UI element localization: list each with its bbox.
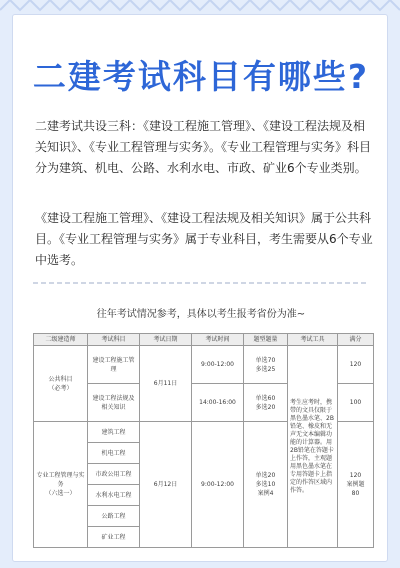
table-caption: 往年考试情况参考，具体以考生报考省份为准~ (96, 309, 306, 320)
professional-types-cell: 单选20 多选10 案例4 (244, 422, 288, 548)
header-date: 考试日期 (140, 334, 192, 346)
public-types-cell: 单选60 多选20 (244, 384, 288, 422)
professional-date-cell: 6月12日 (140, 422, 192, 548)
header-question-types: 题型题量 (244, 334, 288, 346)
subject-category-paragraph: 《建设工程施工管理》、《建设工程法规及相关知识》属于公共科目。《专业工程管理与实务》属于专业科目，考生需要从6个专业中选考。 (35, 211, 373, 267)
page-title: 二建考试科目有哪些? (32, 57, 370, 96)
professional-subject-cell: 水利水电工程 (88, 485, 140, 506)
intro-paragraph: 二建考试共设三科：《建设工程施工管理》、《建设工程法规及相关知识》、《专业工程管理与实务》。《专业工程管理与实务》科目分为建筑、机电、公路、水利水电、市政、矿业6个专业类别。 (35, 119, 372, 175)
professional-subject-cell: 建筑工程 (88, 422, 140, 443)
public-date-cell: 6月11日 (140, 346, 192, 422)
exam-schedule-table (33, 333, 374, 548)
header-subject: 考试科目 (88, 334, 140, 346)
public-score-cell: 100 (338, 384, 374, 422)
dashed-divider (33, 280, 369, 286)
content-card (12, 14, 388, 562)
public-subject-cell: 建设工程施工管理 (88, 346, 140, 384)
professional-subject-cell: 机电工程 (88, 443, 140, 464)
professional-score-cell: 120 案例题 80 (338, 422, 374, 548)
public-time-cell: 9:00-12:00 (192, 346, 244, 384)
header-time: 考试时间 (192, 334, 244, 346)
professional-group-cell: 专业工程管理与实务 （六选一） (34, 422, 88, 548)
public-score-cell: 120 (338, 346, 374, 384)
header-tools: 考试工具 (288, 334, 338, 346)
professional-time-cell: 9:00-12:00 (192, 422, 244, 548)
exam-tools-cell: 考生应考时，携带的文具仅限于黑色墨水笔、2B铅笔、橡皮和无声无文本编辑功能的计算器。用2B铅笔在答题卡上作答，主观题用黑色墨水笔在专用答题卡上指定的作答区域内作答。 (288, 346, 338, 548)
public-group-cell: 公共科目 （必考） (34, 346, 88, 422)
header-full-score: 满分 (338, 334, 374, 346)
professional-subject-cell: 矿业工程 (88, 527, 140, 548)
public-types-cell: 单选70 多选25 (244, 346, 288, 384)
public-time-cell: 14:00-16:00 (192, 384, 244, 422)
professional-subject-cell: 市政公用工程 (88, 464, 140, 485)
public-subject-cell: 建设工程法规及相关知识 (88, 384, 140, 422)
header-level: 二级建造师 (34, 334, 88, 346)
professional-subject-cell: 公路工程 (88, 506, 140, 527)
